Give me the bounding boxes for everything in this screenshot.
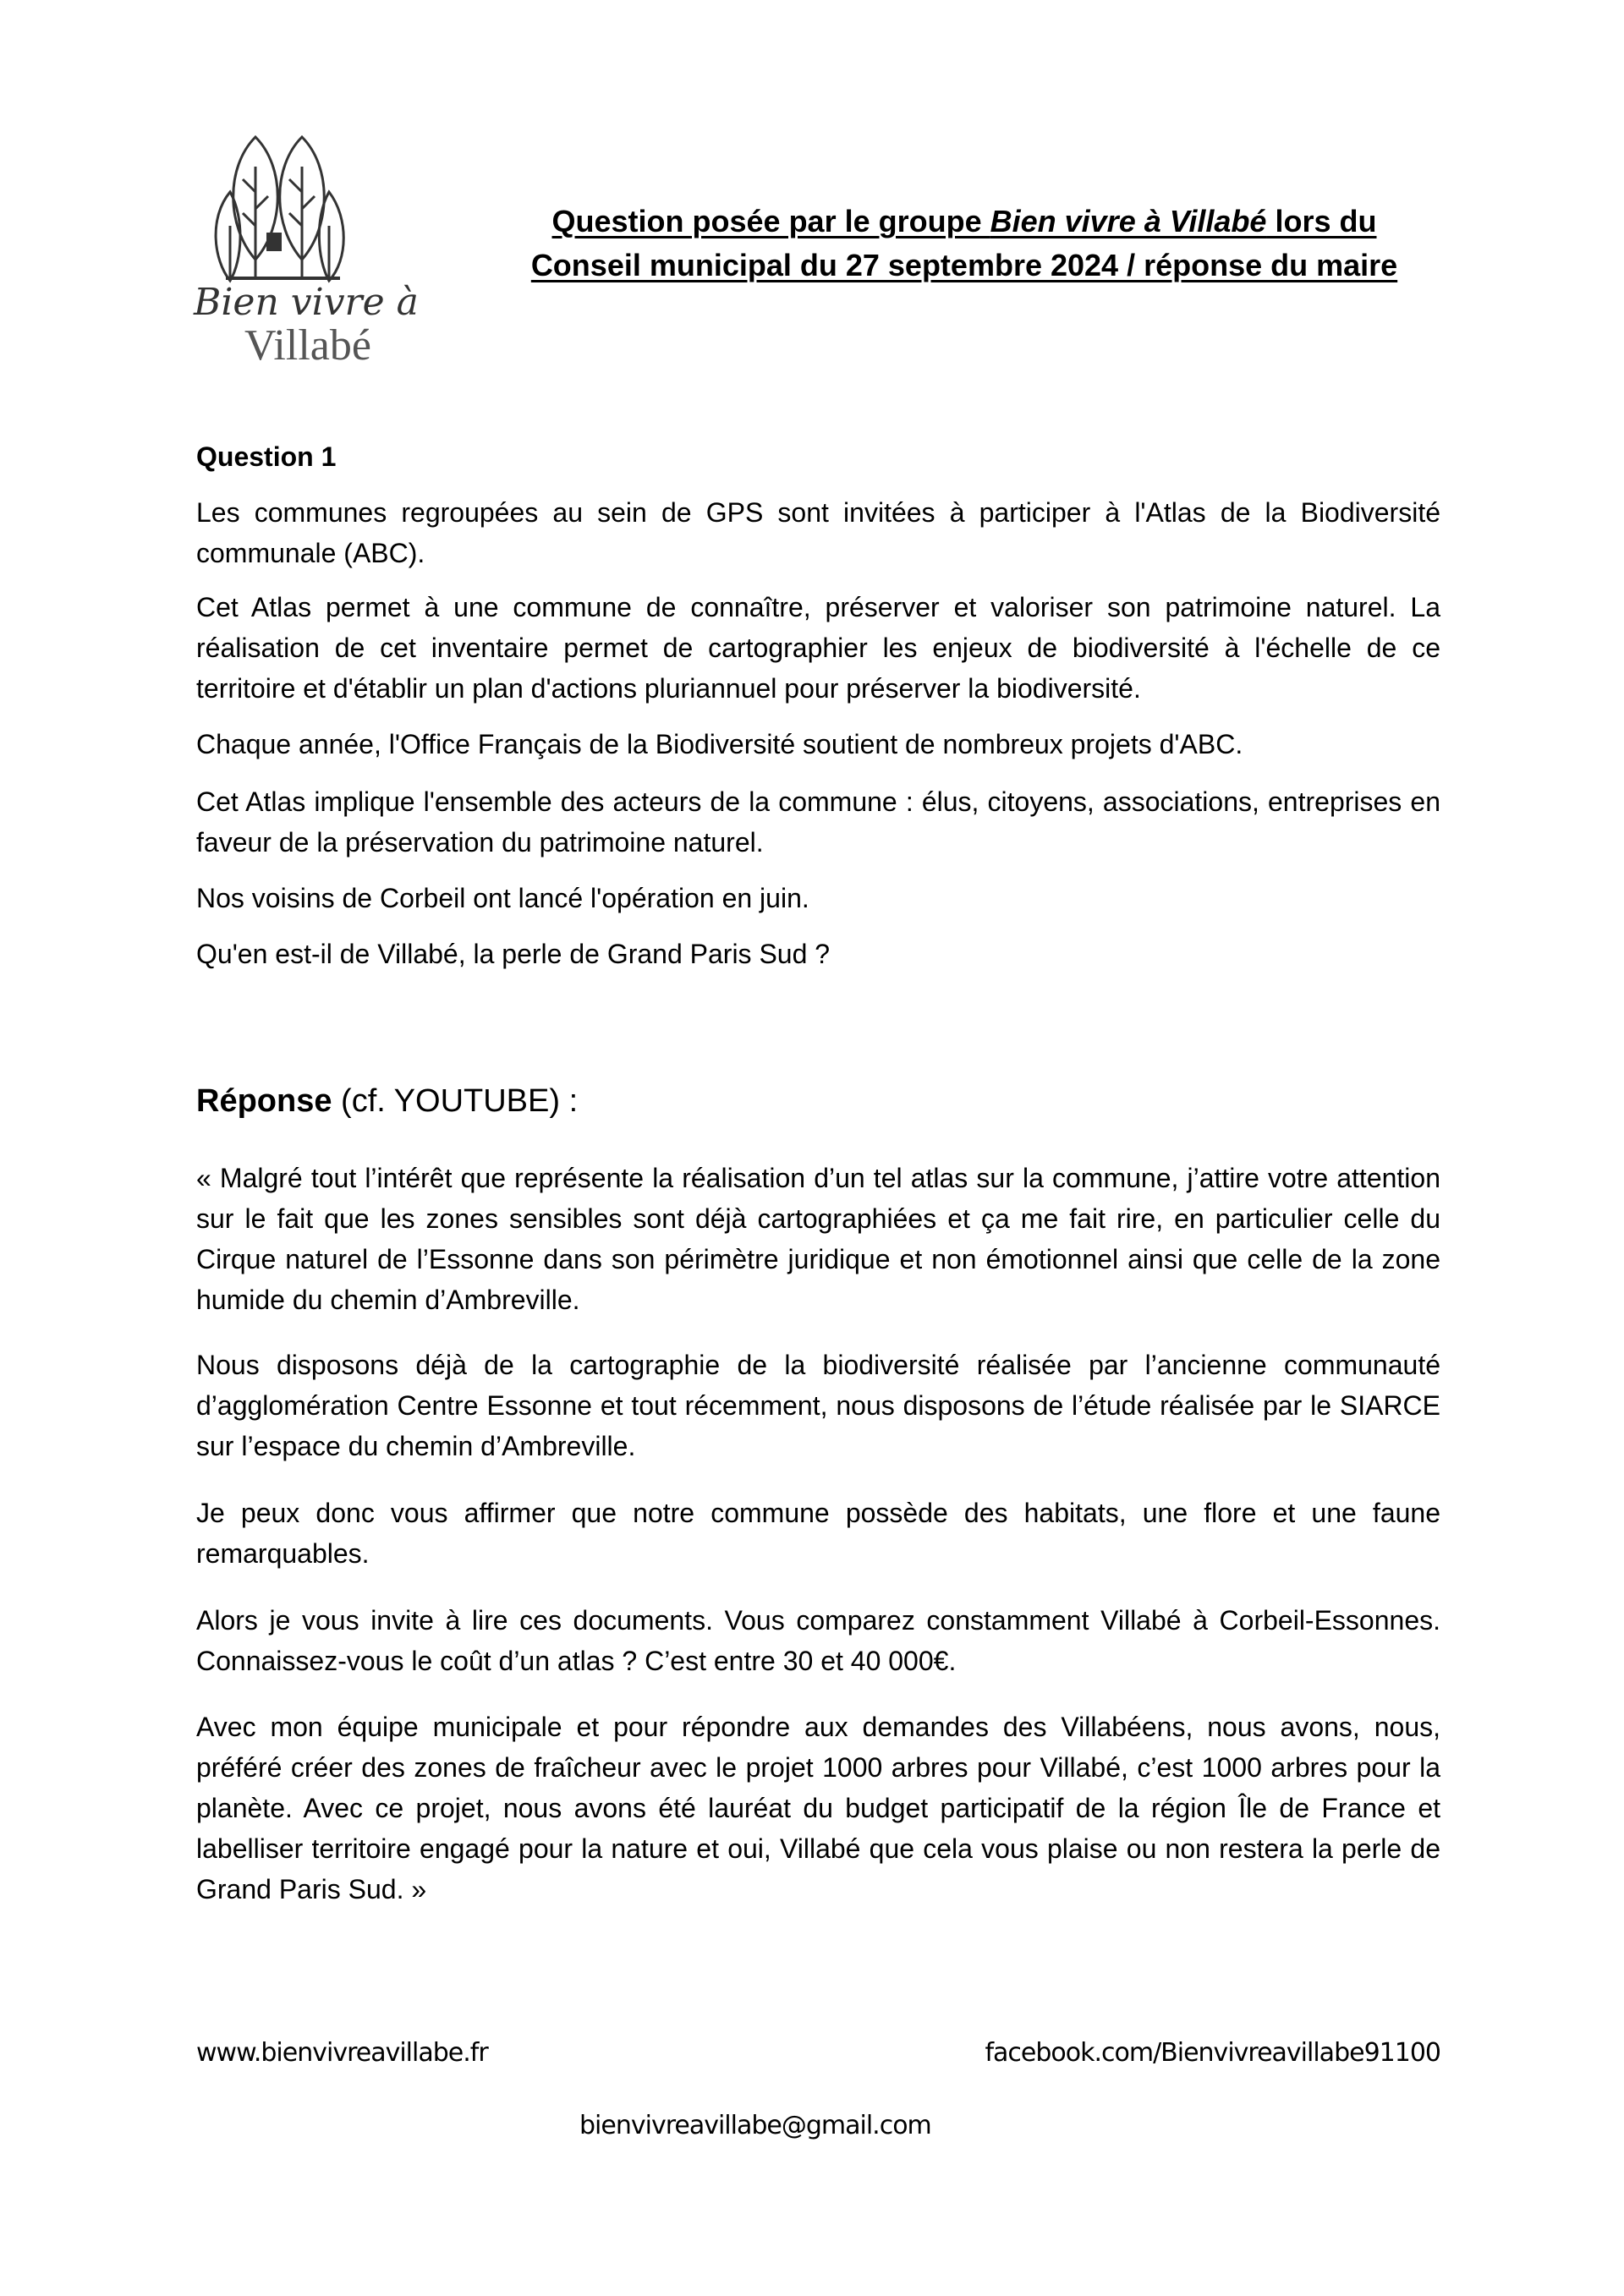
- email-link[interactable]: bienvivreavillabe@gmail.com: [579, 2111, 931, 2140]
- question-paragraph: Cet Atlas implique l'ensemble des acteurs de la commune : élus, citoyens, associations, entreprises en faveur de la préservation du patrimoine naturel.: [196, 786, 1440, 858]
- question-paragraph: Chaque année, l'Office Français de la Biodiversité soutient de nombreux projets d'ABC.: [196, 729, 1243, 759]
- question-paragraph: Les communes regroupées au sein de GPS sont invitées à participer à l'Atlas de la Biodiversité communale (ABC).: [196, 497, 1440, 568]
- svg-text:Villabé: Villabé: [244, 321, 371, 365]
- question-paragraph: Qu'en est-il de Villabé, la perle de Grand Paris Sud ?: [196, 939, 831, 969]
- title-text: lors du: [1266, 204, 1377, 238]
- response-paragraph: Alors je vous invite à lire ces documents. Vous comparez constamment Villabé à Corbeil-Essonnes. Connaissez-vous le coût d’un atlas ? C’est entre 30 et 40 000€.: [196, 1605, 1440, 1676]
- question-paragraph: Cet Atlas permet à une commune de connaître, préserver et valoriser son patrimoine naturel. La réalisation de cet inventaire permet de cartographier les enjeux de biodiversité à l'échelle de ce territoire et d'établir un plan d'actions pluriannuel pour préserver la biodiversité.: [196, 592, 1440, 704]
- title-text: Question posée par le groupe: [551, 204, 990, 238]
- response-label: Réponse: [196, 1083, 332, 1119]
- response-source: (cf. YOUTUBE) :: [332, 1083, 579, 1119]
- facebook-link[interactable]: facebook.com/Bienvivreavillabe91100: [985, 2038, 1440, 2068]
- group-name: Bien vivre à Villabé: [990, 204, 1267, 238]
- document-title: [474, 200, 1455, 288]
- logo: [192, 133, 459, 365]
- trees-house-logo-icon: [192, 133, 459, 365]
- question-heading: Question 1: [196, 441, 337, 472]
- response-paragraph: Nous disposons déjà de la cartographie de la biodiversité réalisée par l’ancienne communauté d’agglomération Centre Essonne et tout récemment, nous disposons de l’étude réalisée par le SIARCE sur l’espace du chemin d’Ambreville.: [196, 1350, 1440, 1461]
- question-paragraph: Nos voisins de Corbeil ont lancé l'opération en juin.: [196, 883, 809, 913]
- response-heading: [196, 1081, 1440, 1121]
- title-line-2: Conseil municipal du 27 septembre 2024 / réponse du maire: [530, 248, 1398, 282]
- website-link[interactable]: www.bienvivreavillabe.fr: [196, 2038, 488, 2068]
- svg-text:Bien vivre à: Bien vivre à: [194, 281, 419, 324]
- response-paragraph: Avec mon équipe municipale et pour répondre aux demandes des Villabéens, nous avons, nous, préféré créer des zones de fraîcheur avec le projet 1000 arbres pour Villabé, c’est 1000 arbres pour la planète. Avec ce projet, nous avons été lauréat du budget participatif de la région Île de France et labelliser territoire engagé pour la nature et oui, Villabé que cela vous plaise ou non restera la perle de Grand Paris Sud. »: [196, 1712, 1440, 1904]
- response-paragraph: « Malgré tout l’intérêt que représente la réalisation d’un tel atlas sur la commune, j’attire votre attention sur le fait que les zones sensibles sont déjà cartographiées et ça me fait rire, en particulier celle du Cirque naturel de l’Essonne dans son périmètre juridique et non émotionnel ainsi que celle de la zone humide du chemin d’Ambreville.: [196, 1163, 1440, 1315]
- response-paragraph: Je peux donc vous affirmer que notre commune possède des habitats, une flore et une faune remarquables.: [196, 1498, 1440, 1569]
